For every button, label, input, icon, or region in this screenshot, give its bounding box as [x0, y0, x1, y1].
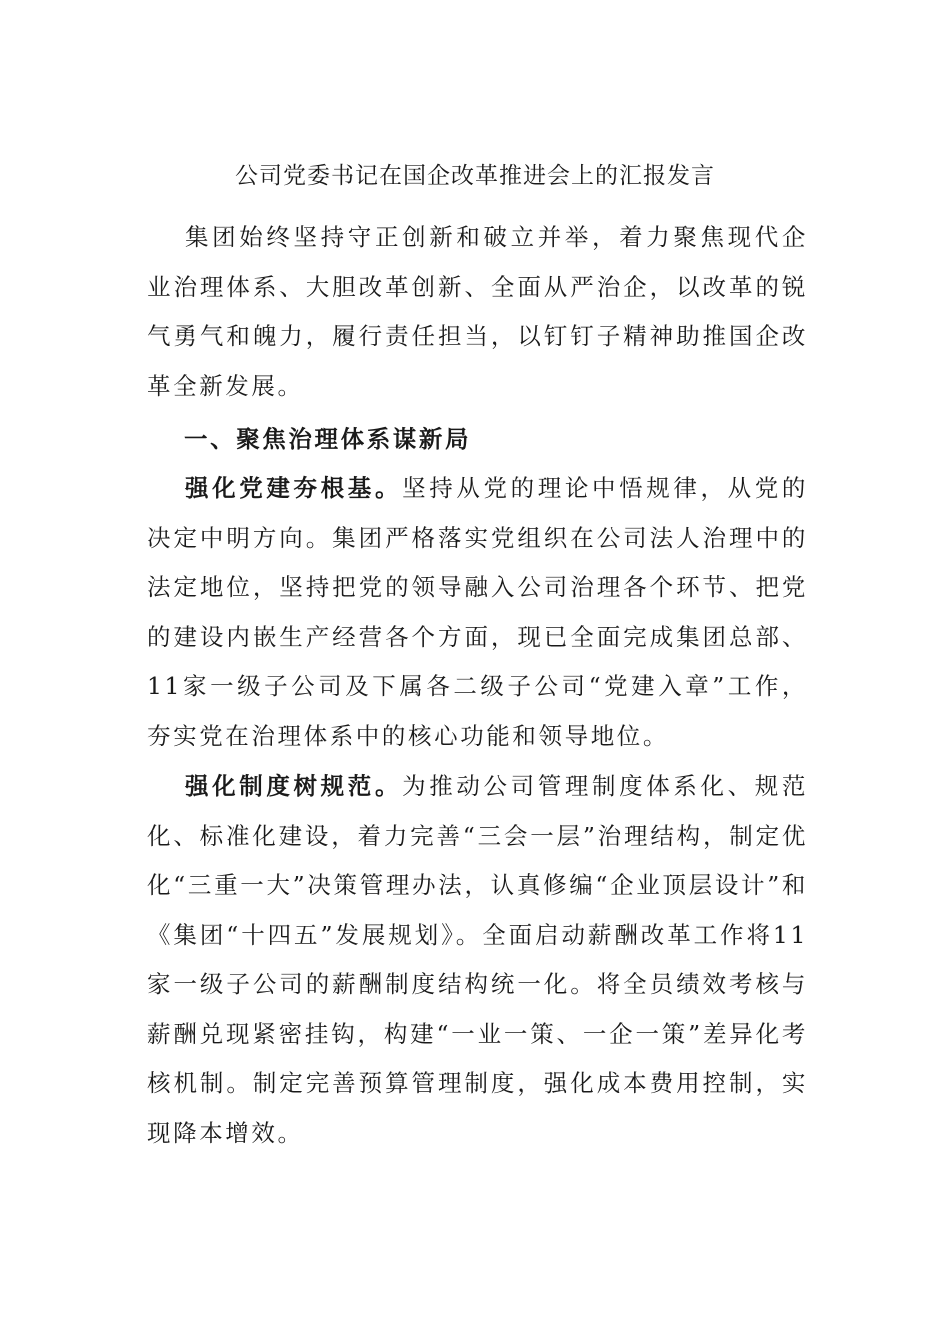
paragraph-text: 坚持从党的理论中悟规律，从党的决定中明方向。集团严格落实党组织在公司法人治理中的法定地位，坚持把党的领导融入公司治理各个环节、把党的建设内嵌生产经营各个方面，现已全面完成集团总部、11家一级子公司及下属各二级子公司“党建入章”工作，夯实党在治理体系中的核心功能和领导地位。 — [147, 474, 808, 750]
paragraph-party-building — [147, 464, 808, 761]
paragraph-lead: 强化制度树规范。 — [184, 772, 403, 800]
intro-text: 集团始终坚持守正创新和破立并举，着力聚焦现代企业治理体系、大胆改革创新、全面从严治企，以改革的锐气勇气和魄力，履行责任担当，以钉钉子精神助推国企改革全新发展。 — [147, 223, 808, 400]
section-heading: 一、聚焦治理体系谋新局 — [184, 425, 472, 453]
document-title: 公司党委书记在国企改革推进会上的汇报发言 — [235, 163, 715, 189]
intro-paragraph — [147, 213, 808, 411]
paragraph-system-norms — [147, 762, 808, 1158]
paragraph-text: 为推动公司管理制度体系化、规范化、标准化建设，着力完善“三会一层”治理结构，制定优化“三重一大”决策管理办法，认真修编“企业顶层设计”和《集团“十四五”发展规划》。全面启动薪酬改革工作将11家一级子公司的薪酬制度结构统一化。将全员绩效考核与薪酬兑现紧密挂钩，构建“一业一策、一企一策”差异化考核机制。制定完善预算管理制度，强化成本费用控制，实现降本增效。 — [147, 772, 808, 1147]
paragraph-lead: 强化党建夯根基。 — [184, 474, 403, 502]
